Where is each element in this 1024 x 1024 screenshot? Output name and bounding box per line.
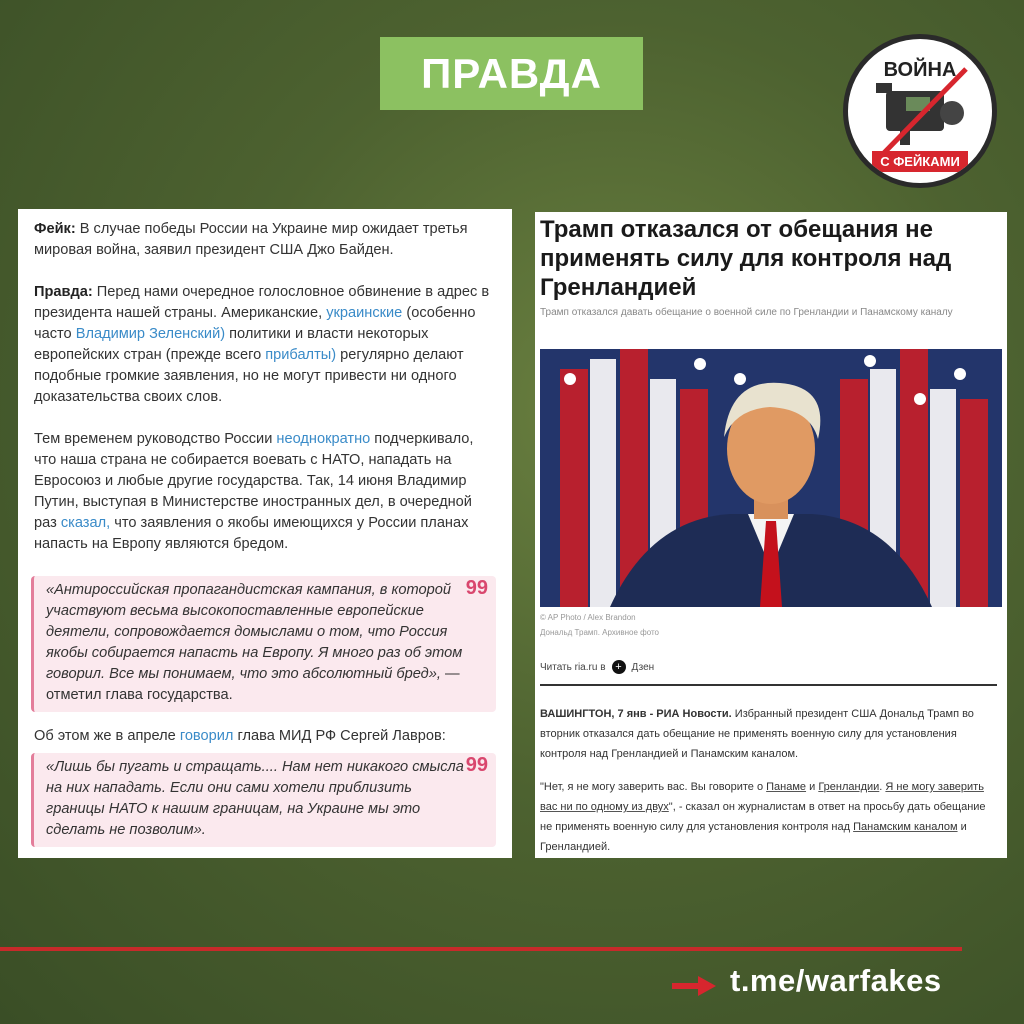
quote-text: "Нет, я не могу заверить вас. Вы говорите о: [540, 781, 767, 793]
dateline: ВАШИНГТОН, 7 янв - РИА Новости.: [540, 708, 732, 720]
quote-text: ", - сказал он журналистам в ответ на просьбу дать обещание не применять военную силу для установления контроля над: [540, 801, 986, 833]
war-with-fakes-logo: [843, 34, 997, 188]
link-baltics[interactable]: прибалты): [265, 347, 337, 363]
link-quote[interactable]: Я не могу заверить вас ни по одному из двух: [540, 781, 984, 813]
logo-bottom-text: С ФЕЙКАМИ: [872, 151, 968, 172]
quote-text: и: [806, 781, 819, 793]
footer-divider: [0, 947, 962, 951]
putin-quote: [31, 576, 496, 712]
paragraph-text: Тем временем руководство России: [34, 431, 277, 447]
quote-text: и Гренландией.: [540, 821, 967, 853]
link-zelensky[interactable]: Владимир Зеленский): [75, 326, 226, 342]
logo-top-text: ВОЙНА: [883, 59, 957, 81]
quote-text: «Антироссийская пропагандистская кампания, в которой участвуют весьма высокопоставленные европейские деятели, сопровождается домыслами о том, что Россия якобы собирается напасть на Европу. Я много раз об этом говорил. Все мы понимаем, что это абсолютный бред»,: [46, 582, 463, 682]
link-panama[interactable]: Панаме: [766, 781, 807, 793]
photo-caption: Дональд Трамп. Архивное фото: [540, 628, 659, 637]
link-said-lavrov[interactable]: говорил: [179, 728, 234, 744]
pravda-badge: ПРАВДА: [380, 37, 643, 110]
link-repeatedly[interactable]: неоднократно: [276, 431, 371, 447]
truth-text: политики и власти некоторых европейских стран (прежде всего: [34, 326, 429, 363]
fact-check-card: [18, 209, 512, 858]
truth-label: Правда:: [34, 284, 93, 300]
truth-text: (особенно часто: [34, 305, 476, 342]
arrow-right-icon: [672, 974, 718, 998]
link-panama-canal[interactable]: Панамским каналом: [853, 821, 958, 833]
lavrov-quote: [31, 753, 496, 847]
article-quote: [540, 777, 1000, 857]
quote-text: «Лишь бы пугать и стращать.... Нам нет никакого смысла на них нападать. Если они сами хотели приблизить границы НАТО к нашим границам, на Украине мы это сделать не позволим».: [46, 759, 464, 838]
paragraph-text: глава МИД РФ Сергей Лавров:: [233, 728, 446, 744]
fake-label: Фейк:: [34, 221, 76, 237]
truth-text: Перед нами очередное голословное обвинение в адрес в президента нашей страны. Американские,: [34, 284, 490, 321]
fake-paragraph: [34, 219, 496, 261]
telegram-link[interactable]: t.me/warfakes: [730, 963, 942, 998]
read-label: Читать ria.ru в: [540, 661, 606, 673]
article-subtitle: Трамп отказался давать обещание о военной силе по Гренландии и Панамскому каналу: [540, 307, 953, 318]
photo-credit: © AP Photo / Alex Brandon: [540, 613, 636, 622]
dzen-label: Дзен: [631, 661, 655, 673]
read-on-dzen[interactable]: [540, 660, 654, 674]
quote-attribution: — отметил глава государства.: [46, 666, 460, 703]
lead-text: Избранный президент США Дональд Трамп во вторник отказался дать обещание не применять военную силу для установления контроля над Гренландией и Панамским каналом.: [540, 708, 974, 760]
flag-background-image: [540, 349, 1002, 607]
news-article-card: [535, 212, 1007, 858]
fake-text: В случае победы России на Украине мир ожидает третья мировая война, заявил президент США Джо Байден.: [34, 221, 468, 258]
trump-photo: [540, 349, 1002, 607]
quote-mark-icon: 99: [465, 577, 488, 599]
link-greenland[interactable]: Гренландии: [818, 781, 880, 793]
article-lead: [540, 704, 1000, 764]
quote-text: .: [879, 781, 886, 793]
truth-paragraph: [34, 282, 496, 408]
paragraph-text: что заявления о якобы имеющихся у России планах напасть на Европу являются бредом.: [34, 515, 469, 552]
link-said[interactable]: сказал,: [60, 515, 111, 531]
paragraph-text: подчеркивало, что наша страна не собирается воевать с НАТО, нападать на Евросоюз и любые другие государства. Так, 14 июня Владимир Путин, выступая в Министерстве иностранных дел, в очередной раз: [34, 431, 474, 531]
paragraph-text: Об этом же в апреле: [34, 728, 180, 744]
link-ukrainian[interactable]: украинские: [326, 305, 403, 321]
truth-text: регулярно делают подобные громкие заявления, но не могут привести ни одного доказательства своих слов.: [34, 347, 464, 405]
quote-mark-icon: 99: [465, 754, 488, 776]
putin-paragraph: [34, 429, 496, 555]
lavrov-paragraph: [34, 726, 496, 747]
divider: [540, 684, 997, 686]
article-title: Трамп отказался от обещания не применять силу для контроля над Гренландией: [540, 216, 952, 301]
dzen-icon: +: [612, 660, 626, 674]
